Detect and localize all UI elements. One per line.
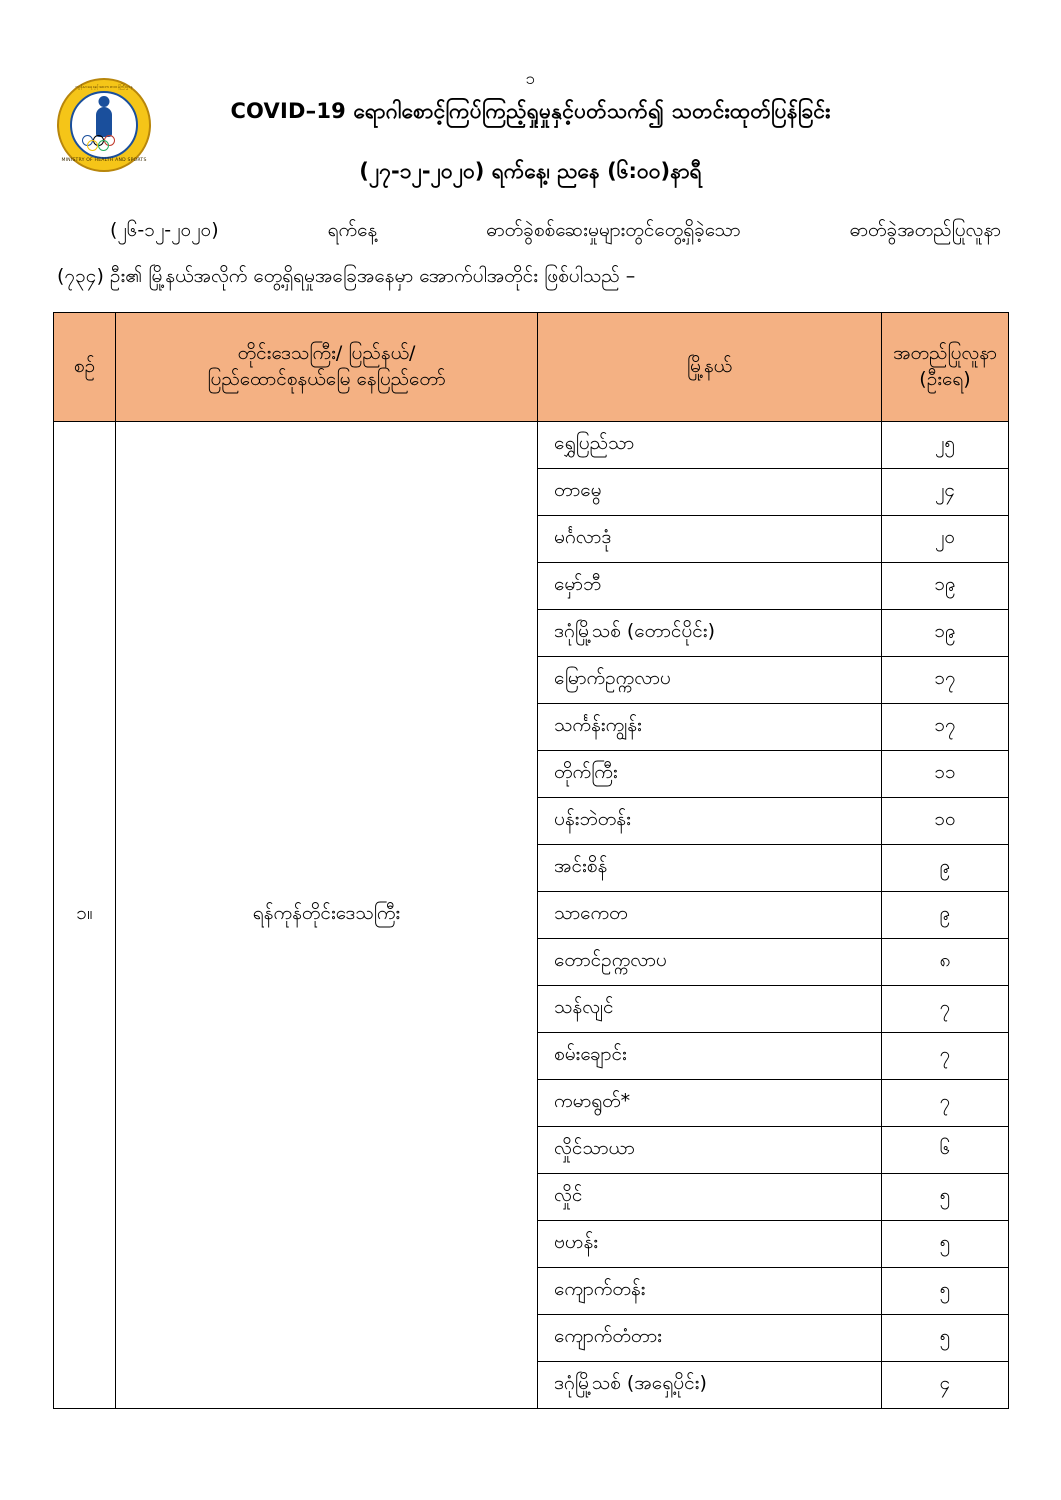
table-row <box>54 422 1009 469</box>
emblem-text-bottom: MINISTRY OF HEALTH AND SPORTS <box>61 158 147 164</box>
table-header-row <box>54 313 1009 422</box>
emblem-olympic-rings-icon <box>82 135 126 147</box>
case-count-cell: ၅ <box>882 1268 1009 1315</box>
header-count-line-1: အတည်ပြုလူနာ <box>893 342 997 365</box>
case-count-cell: ၅ <box>882 1174 1009 1221</box>
intro-paragraph-line-1: (၂၆-၁၂-၂၀၂၀) ရက်နေ့ ဓာတ်ခွဲစစ်ဆေးမှုများတွင်တွေ့ရှိခဲ့သော ဓာတ်ခွဲအတည်ပြုလူနာ <box>110 219 1001 241</box>
township-cell: တောင်ဥက္ကလာပ <box>538 939 882 986</box>
case-count-cell: ၄ <box>882 1362 1009 1409</box>
header-count <box>882 313 1009 422</box>
township-cell: သန်လျင် <box>538 986 882 1033</box>
township-cell: ကျောက်တံတား <box>538 1315 882 1362</box>
case-count-cell: ၁၉ <box>882 563 1009 610</box>
township-cell: ဒဂုံမြို့သစ် (အရှေ့ပိုင်း) <box>538 1362 882 1409</box>
township-cell: ဒဂုံမြို့သစ် (တောင်ပိုင်း) <box>538 610 882 657</box>
row-number-cell: ၁။ <box>54 422 116 1409</box>
township-cell: ဗဟန်း <box>538 1221 882 1268</box>
township-cell: ကျောက်တန်း <box>538 1268 882 1315</box>
township-cell: သာကေတ <box>538 892 882 939</box>
case-count-cell: ၇ <box>882 1080 1009 1127</box>
case-count-cell: ၂၅ <box>882 422 1009 469</box>
case-count-cell: ၇ <box>882 1033 1009 1080</box>
case-count-cell: ၉ <box>882 892 1009 939</box>
case-count-cell: ၈ <box>882 939 1009 986</box>
page-subtitle: (၂၇-၁၂-၂၀၂၀) ရက်နေ့၊ ညနေ (၆:၀၀)နာရီ <box>359 159 702 183</box>
township-cell: ပန်းဘဲတန်း <box>538 798 882 845</box>
case-count-cell: ၇ <box>882 986 1009 1033</box>
township-cell: လှိုင် <box>538 1174 882 1221</box>
case-count-cell: ၉ <box>882 845 1009 892</box>
township-cell: ကမာရွတ်* <box>538 1080 882 1127</box>
page-title: COVID–19 ရောဂါစောင့်ကြပ်ကြည့်ရှုမှုနှင့်ပတ်သက်၍ သတင်းထုတ်ပြန်ခြင်း <box>230 99 831 123</box>
emblem-text-top: ကျန်းမာရေးနှင့်အားကစားဝန်ကြီးဌာန <box>75 84 133 89</box>
township-cell: မြောက်ဥက္ကလာပ <box>538 657 882 704</box>
case-count-cell: ၁၇ <box>882 657 1009 704</box>
case-count-cell: ၆ <box>882 1127 1009 1174</box>
township-cell: တာမွေ <box>538 469 882 516</box>
case-count-cell: ၁၉ <box>882 610 1009 657</box>
case-count-cell: ၅ <box>882 1221 1009 1268</box>
header-state <box>116 313 538 422</box>
township-cell: တိုက်ကြီး <box>538 751 882 798</box>
township-cell: မှော်ဘီ <box>538 563 882 610</box>
page-number: ၁ <box>525 69 536 89</box>
header-count-line-2: (ဦးရေ) <box>919 368 971 390</box>
township-cell: သင်္ကန်းကျွန်း <box>538 704 882 751</box>
case-table <box>53 312 1009 1409</box>
header-no: စဉ် <box>54 313 116 422</box>
case-count-cell: ၂၄ <box>882 469 1009 516</box>
township-cell: လှိုင်သာယာ <box>538 1127 882 1174</box>
township-cell: မင်္ဂလာဒုံ <box>538 516 882 563</box>
header-state-line-1: တိုင်းဒေသကြီး/ ပြည်နယ်/ <box>237 342 416 365</box>
case-count-cell: ၂၀ <box>882 516 1009 563</box>
township-cell: အင်းစိန် <box>538 845 882 892</box>
township-cell: ရွှေပြည်သာ <box>538 422 882 469</box>
header-township: မြို့နယ် <box>538 313 882 422</box>
case-count-cell: ၁၀ <box>882 798 1009 845</box>
case-count-cell: ၁၁ <box>882 751 1009 798</box>
intro-paragraph-line-2: (၇၃၄) ဦး၏ မြို့နယ်အလိုက် တွေ့ရှိရမှုအခြေအနေမှာ အောက်ပါအတိုင်း ဖြစ်ပါသည် – <box>57 265 636 287</box>
case-count-cell: ၁၇ <box>882 704 1009 751</box>
township-cell: စမ်းချောင်း <box>538 1033 882 1080</box>
region-name-cell: ရန်ကုန်တိုင်းဒေသကြီး <box>116 422 538 1409</box>
case-count-cell: ၅ <box>882 1315 1009 1362</box>
header-state-line-2: ပြည်ထောင်စုနယ်မြေ နေပြည်တော် <box>207 368 446 390</box>
table-body <box>54 422 1009 1409</box>
